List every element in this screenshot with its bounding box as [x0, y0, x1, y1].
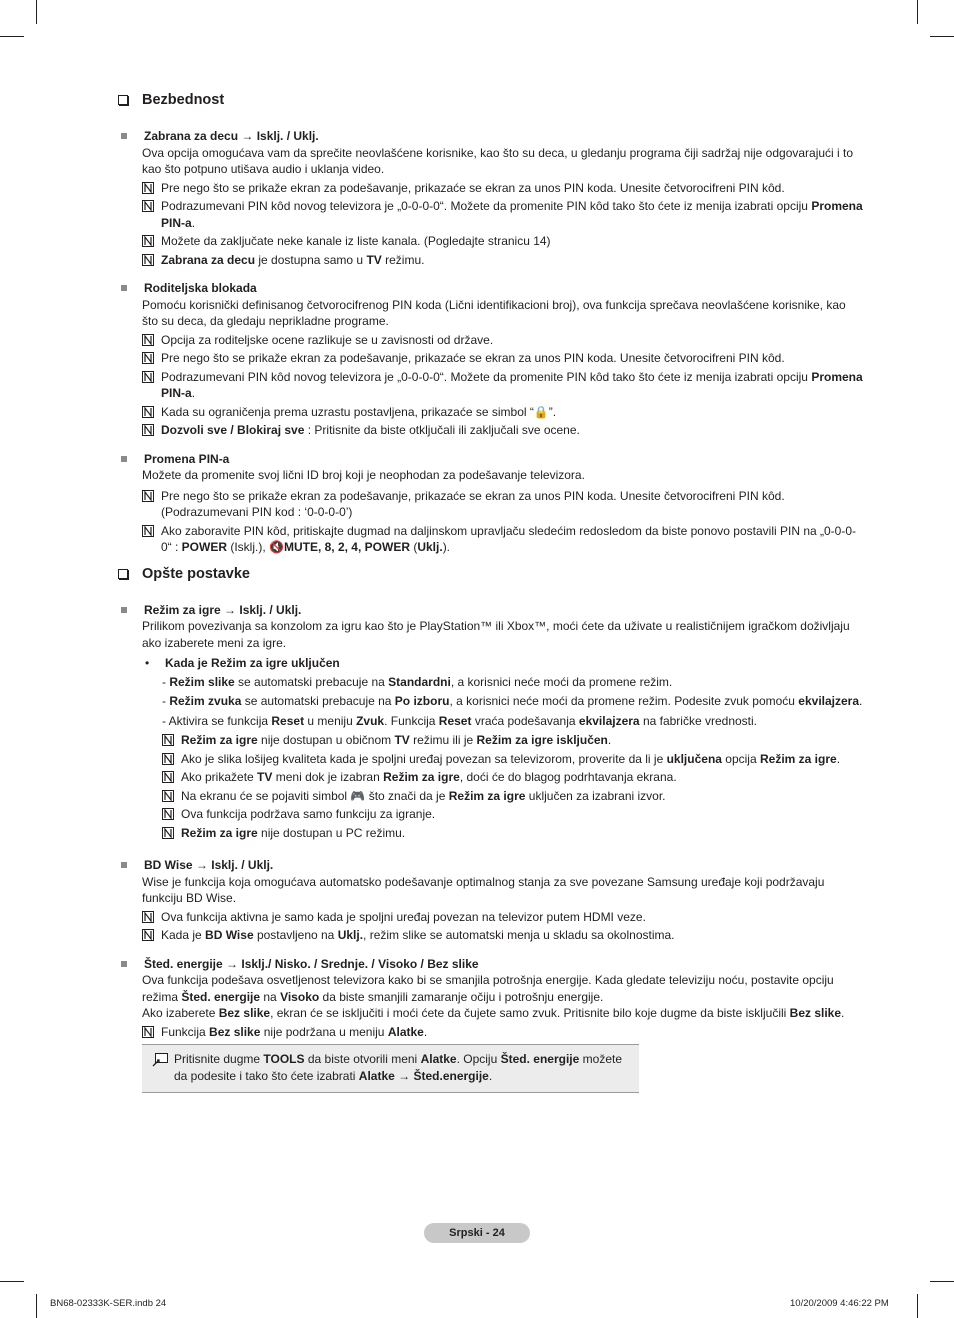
tools-icon: [152, 1053, 168, 1067]
note-icon: [142, 182, 154, 194]
note-icon: [162, 827, 174, 839]
tools-tip-box: [142, 1044, 639, 1093]
item-paragraph: Wise je funkcija koja omogućava automatsko podešavanje optimalnog stanja za sve povezane Samsung uređaje koji podržavaju funkciju BD Wise.: [142, 874, 825, 905]
note-text: Dozvoli sve / Blokiraj sve : Pritisnite da biste otključali ili zaključali sve ocene.: [161, 423, 580, 437]
crop-mark: [0, 1281, 24, 1282]
note-icon: [142, 911, 154, 923]
note-text: Opcija za roditeljske ocene razlikuje se u zavisnosti od države.: [161, 332, 494, 347]
dash-item: - Režim slike se automatski prebacuje na Standardni, a korisnici neće moći da promene režim.: [162, 674, 673, 689]
square-bullet-icon: [121, 456, 127, 462]
note: [142, 332, 863, 349]
note-icon: [142, 929, 154, 941]
note-icon: [162, 771, 174, 783]
note: [162, 751, 863, 768]
bullet-text: Kada je Režim za igre uključen: [165, 656, 340, 670]
tip-text: Pritisnite dugme TOOLS da biste otvorili meni Alatke. Opciju Šted. energije možete da podesite i tako što ćete izabrati Alatke → Šted.energije.: [174, 1052, 622, 1083]
item-paragraph: Možete da promenite svoj lični ID broj koji je neophodan za podešavanje televizora.: [142, 468, 585, 482]
section-title-general: [118, 564, 863, 584]
item-energy-saving: [118, 956, 863, 1094]
note-icon: [162, 734, 174, 746]
item-heading: Roditeljska blokada: [144, 281, 257, 295]
note: [162, 806, 863, 823]
note: [162, 769, 863, 786]
note-text: Podrazumevani PIN kôd novog televizora je „0-0-0-0“. Možete da promenite PIN kôd tako što ćete iz menija izabrati opciju Promena PIN-a.: [161, 369, 863, 400]
item-child-lock: [118, 128, 863, 268]
crop-mark: [930, 1281, 954, 1282]
note: [142, 909, 863, 926]
square-bullet-icon: [121, 133, 127, 139]
note-text: Ova funkcija podržava samo funkciju za igranje.: [181, 807, 436, 821]
page-content: [118, 90, 863, 1105]
note-icon: [142, 334, 154, 346]
item-heading: Zabrana za decu → Isklj. / Uklj.: [144, 129, 319, 143]
crop-mark: [930, 36, 954, 37]
square-bullet-icon: [121, 607, 127, 613]
bullet-item: [142, 655, 863, 672]
note: [142, 252, 863, 269]
note-icon: [142, 235, 154, 247]
dash-item: - Režim zvuka se automatski prebacuje na Po izboru, a korisnici neće moći da promene režim. Podesite zvuk pomoću ekvilajzera.: [162, 694, 863, 708]
note-text: Na ekranu će se pojaviti simbol 🎮 što znači da je Režim za igre uključen za izabrani izvor.: [181, 788, 666, 803]
item-paragraph: Prilikom povezivanja sa konzolom za igru kao što je PlayStation™ ili Xbox™, moći ćete da uživate u realističnijem igračkom doživljaju ako izaberete meni za igre.: [142, 619, 850, 650]
crop-mark: [917, 0, 918, 24]
note: [142, 233, 863, 250]
note-text: Kada su ograničenja prema uzrastu postavljena, prikazaće se simbol “🔒”.: [161, 404, 557, 419]
note-text: Ova funkcija aktivna je samo kada je spoljni uređaj povezan na televizor putem HDMI veze.: [161, 909, 646, 924]
note-text: Pre nego što se prikaže ekran za podešavanje, prikazaće se ekran za unos PIN koda. Unesite četvorocifreni PIN kôd.: [161, 180, 785, 195]
note: [162, 788, 863, 805]
section-title-security: [118, 90, 863, 110]
item-paragraph: Pomoću korisnički definisanog četvorocifrenog PIN koda (Lični identifikacioni broj), ova funkcija sprečava neovlašćene korisnike, kao što su deca, da gledaju neprikladne programe.: [142, 297, 846, 328]
item-heading: Promena PIN-a: [144, 451, 230, 466]
note: [142, 1024, 863, 1041]
section-title-text: Bezbednost: [142, 92, 225, 108]
note-icon: [142, 406, 154, 418]
square-bullet-icon: [121, 862, 127, 868]
item-heading: BD Wise → Isklj. / Uklj.: [144, 858, 274, 872]
crop-mark: [36, 0, 37, 24]
note-icon: [142, 371, 154, 383]
crop-mark: [0, 36, 24, 37]
bullet-dot-icon: •: [145, 656, 150, 670]
note-text: Zabrana za decu je dostupna samo u TV režimu.: [161, 252, 425, 267]
note-text: Ako prikažete TV meni dok je izabran Režim za igre, doći će do blagog podrhtavanja ekrana.: [181, 770, 677, 784]
item-paragraph: Ova funkcija podešava osvetljenost televizora kako bi se smanjila potrošnja energije. Kada gledate televiziju noću, postavite opciju režima Šted. energije na Visoko da biste smanjili zamaranje očiju i potrošnju energije.: [142, 973, 834, 1004]
note: [142, 198, 863, 231]
note-text: Pre nego što se prikaže ekran za podešavanje, prikazaće se ekran za unos PIN koda. Unesite četvorocifreni PIN kôd. (Podrazumevani PIN kod : ‘0-0-0-0’): [161, 488, 785, 519]
note-text: Funkcija Bez slike nije podržana u meniju Alatke.: [161, 1024, 428, 1039]
checkbox-square-icon: [118, 569, 128, 579]
square-bullet-icon: [121, 961, 127, 967]
note-icon: [162, 790, 174, 802]
note-text: Pre nego što se prikaže ekran za podešavanje, prikazaće se ekran za unos PIN koda. Unesite četvorocifreni PIN kôd.: [161, 351, 785, 365]
item-game-mode: [118, 602, 863, 842]
note: [142, 422, 863, 439]
note-icon: [142, 352, 154, 364]
crop-mark: [36, 1294, 37, 1318]
note-icon: [142, 200, 154, 212]
note-icon: [162, 753, 174, 765]
note: [162, 732, 863, 749]
note-text: Možete da zaključate neke kanale iz liste kanala. (Pogledajte stranicu 14): [161, 234, 551, 248]
item-heading: Režim za igre → Isklj. / Uklj.: [144, 602, 302, 617]
note-text: Ako zaboravite PIN kôd, pritiskajte dugmad na daljinskom upravljaču sledećim redosledom da biste ponovo postavili PIN na „0-0-0-0“ : POWER (Isklj.), 🔇MUTE, 8, 2, 4, POWER (Uklj.).: [161, 523, 857, 554]
note: [142, 523, 863, 556]
note-text: Kada je BD Wise postavljeno na Uklj., režim slike se automatski menja u skladu sa okolnostima.: [161, 928, 675, 942]
section-title-text: Opšte postavke: [142, 565, 250, 582]
note-icon: [142, 424, 154, 436]
square-bullet-icon: [121, 285, 127, 291]
note-icon: [162, 808, 174, 820]
item-parental-lock: [118, 280, 863, 439]
note-text: Podrazumevani PIN kôd novog televizora je „0-0-0-0“. Možete da promenite PIN kôd tako što ćete iz menija izabrati opciju Promena PIN-a.: [161, 199, 863, 230]
note-text: Režim za igre nije dostupan u običnom TV režimu ili je Režim za igre isključen.: [181, 733, 612, 747]
print-file-label: BN68-02333K-SER.indb 24: [50, 1298, 167, 1309]
print-timestamp: 10/20/2009 4:46:22 PM: [790, 1298, 889, 1309]
item-bd-wise: [118, 857, 863, 944]
item-paragraph: Ako izaberete Bez slike, ekran će se isključiti i moći ćete da čujete samo zvuk. Pritisnite bilo koje dugme da biste isključili Bez slike.: [142, 1006, 845, 1020]
crop-mark: [917, 1294, 918, 1318]
note-icon: [142, 254, 154, 266]
note: [142, 180, 863, 197]
item-paragraph: Ova opcija omogućava vam da sprečite neovlašćene korisnike, kao što su deca, u gledanju programa čiji sadržaj nije odgovarajući i to kao što potpuno utišava audio i uklanja video.: [142, 145, 854, 176]
note-text: Ako je slika lošijeg kvaliteta kada je spoljni uređaj povezan sa televizorom, proverite da li je uključena opcija Režim za igre.: [181, 751, 841, 766]
note: [142, 350, 863, 367]
page-number-badge: Srpski - 24: [424, 1223, 530, 1243]
note-text: Režim za igre nije dostupan u PC režimu.: [181, 825, 406, 840]
note: [162, 825, 863, 842]
item-change-pin: [118, 451, 863, 556]
note: [142, 369, 863, 402]
note: [142, 488, 863, 521]
note: [142, 404, 863, 421]
note-icon: [142, 525, 154, 537]
dash-item: - Aktivira se funkcija Reset u meniju Zvuk. Funkcija Reset vraća podešavanja ekvilajzera na fabričke vrednosti.: [162, 713, 758, 728]
checkbox-square-icon: [118, 95, 128, 105]
note-icon: [142, 1026, 154, 1038]
note: [142, 927, 863, 944]
item-heading: Šted. energije → Isklj./ Nisko. / Srednje. / Visoko / Bez slike: [144, 956, 479, 971]
note-icon: [142, 490, 154, 502]
